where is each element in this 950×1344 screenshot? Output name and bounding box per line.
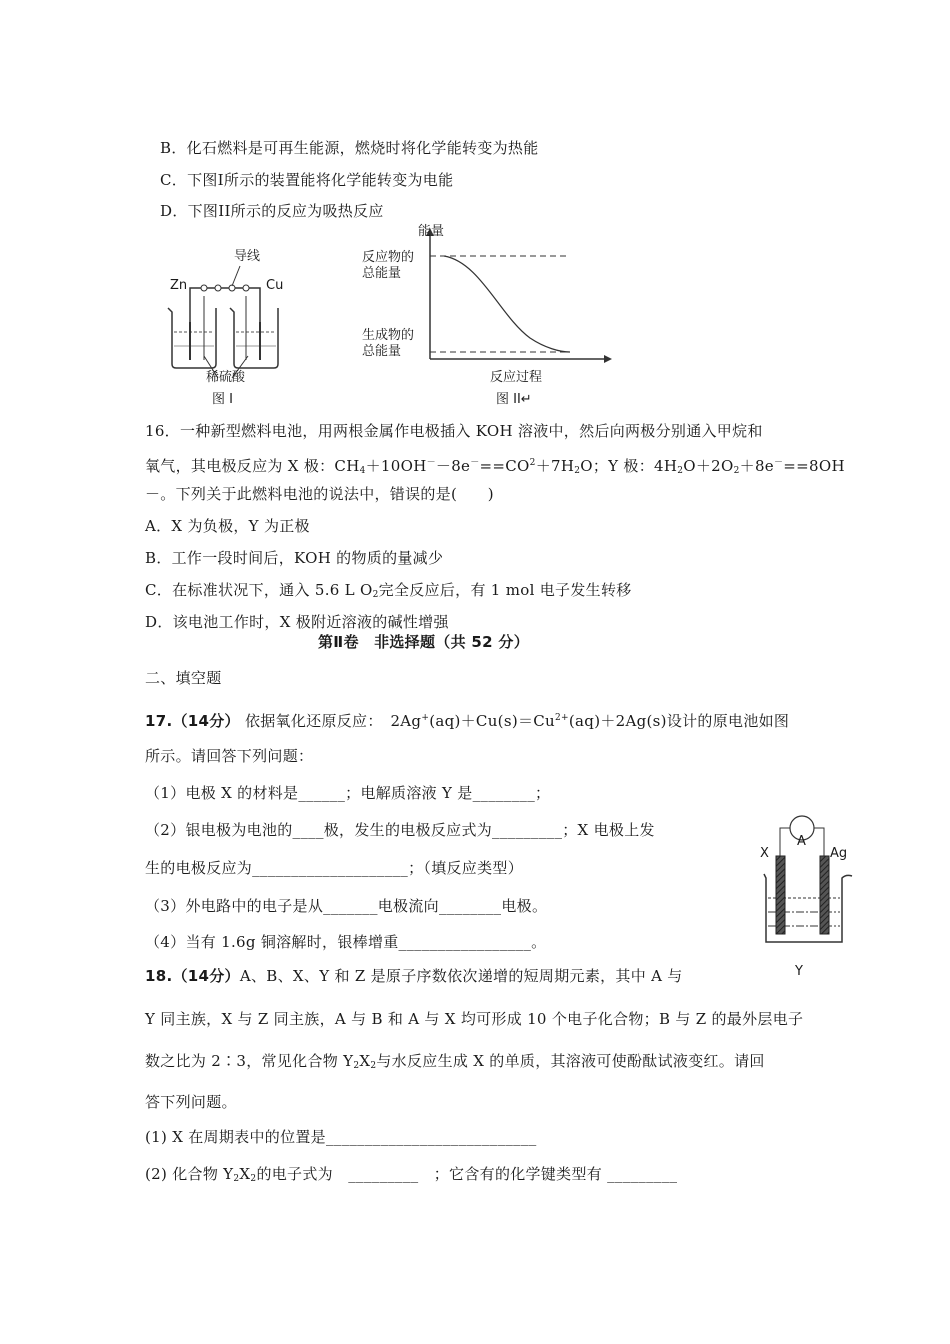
figure-1-galvanic-cell xyxy=(160,236,300,412)
q16-line-1: 16．一种新型燃料电池，用两根金属作电极插入 KOH 溶液中，然后向两极分别通入甲烷和 xyxy=(145,422,763,440)
q18-subquestion-1: (1) X 在周期表中的位置是___________________________ xyxy=(145,1128,537,1146)
ammeter-label: A xyxy=(797,834,806,849)
acid-label: 稀硫酸 xyxy=(206,370,246,385)
electrolyte-y-label: Y xyxy=(795,964,803,979)
cu-label: Cu xyxy=(266,278,284,293)
q18-line-1: 18.（14分）A、B、X、Y 和 Z 是原子序数依次递增的短周期元素，其中 A 与 xyxy=(145,967,683,985)
zn-label: Zn xyxy=(170,278,188,293)
figure-1-caption: 图 I xyxy=(212,392,233,407)
q16-option-a: A．X 为负极，Y 为正极 xyxy=(145,517,310,535)
q18-line-2: Y 同主族，X 与 Z 同主族，A 与 B 和 A 与 X 均可形成 10 个电子化合物；B 与 Z 的最外层电子 xyxy=(145,1010,804,1028)
figure-2-drawing xyxy=(420,226,620,366)
q17-subquestion-2: （2）银电极为电池的____极，发生的电极反应式为_________；X 电极上发 xyxy=(145,821,655,839)
reactant-energy-label-1: 反应物的 xyxy=(362,250,415,265)
q18-subquestion-2: (2) 化合物 $Y_2X_2$的电子式为 _________ ；它含有的化学键类型有 _________ xyxy=(145,1165,678,1184)
electrode-x-label: X xyxy=(760,846,769,861)
q17-subquestion-2-cont: 生的电极反应为____________________；（填反应类型） xyxy=(145,859,524,877)
q18-line-4: 答下列问题。 xyxy=(145,1093,237,1111)
wire-label: 导线 xyxy=(234,249,261,264)
product-energy-label-1: 生成物的 xyxy=(362,328,415,343)
q16-option-d: D．该电池工作时，X 极附近溶液的碱性增强 xyxy=(145,613,449,631)
product-energy-label-2: 总能量 xyxy=(362,344,402,359)
figure-2-energy-diagram xyxy=(420,226,620,366)
q17-subquestion-4: （4）当有 1.6g 铜溶解时，银棒增重_________________。 xyxy=(145,933,547,951)
q15-option-b: B．化石燃料是可再生能源，燃烧时将化学能转变为热能 xyxy=(160,139,539,157)
figure-3-cell xyxy=(756,812,856,952)
q16-option-b: B．工作一段时间后，KOH 的物质的量减少 xyxy=(145,549,444,567)
figure-1-drawing xyxy=(160,236,300,412)
electrode-ag-label: Ag xyxy=(830,846,848,861)
q16-option-c: C．在标准状况下，通入 5.6 L $O_2$完全反应后，有 1 mol 电子发生转移 xyxy=(145,581,632,600)
q16-line-2: 氧气，其电极反应为 X 极：$CH_4+10OH^--8e^-==CO^2+7H_2O$；Y 极：$4H_2O+2O_2+8e^-==8OH$ xyxy=(145,457,845,476)
q16-line-3: －。下列关于此燃料电池的说法中，错误的是( ) xyxy=(145,485,494,503)
energy-axis-label: 能量 xyxy=(418,224,445,239)
reactant-energy-label-2: 总能量 xyxy=(362,266,402,281)
part-2-heading: 二、填空题 xyxy=(145,669,222,687)
q17-line-1: 17.（14分） 依据氧化还原反应： $2Ag^+(aq)+Cu(s)=Cu^{2+}(aq)+2Ag(s)$设计的原电池如图 xyxy=(145,712,790,730)
figure-2-caption: 图 II↵ xyxy=(496,392,532,407)
figure-3-drawing xyxy=(756,812,856,952)
q18-line-3: 数之比为 2∶3，常见化合物 $Y_2X_2$与水反应生成 X 的单质，其溶液可使酚酞试液变红。请回 xyxy=(145,1052,765,1071)
section-2-title: 第Ⅱ卷 非选择题（共 52 分） xyxy=(318,633,529,651)
q17-subquestion-1: （1）电极 X 的材料是______；电解质溶液 Y 是________； xyxy=(145,784,551,802)
reaction-process-label: 反应过程 xyxy=(490,370,543,385)
q15-option-d: D．下图II所示的反应为吸热反应 xyxy=(160,202,384,220)
q15-option-c: C．下图I所示的装置能将化学能转变为电能 xyxy=(160,171,454,189)
q17-line-2: 所示。请回答下列问题： xyxy=(145,747,314,765)
q17-subquestion-3: （3）外电路中的电子是从_______电极流向________电极。 xyxy=(145,897,548,915)
